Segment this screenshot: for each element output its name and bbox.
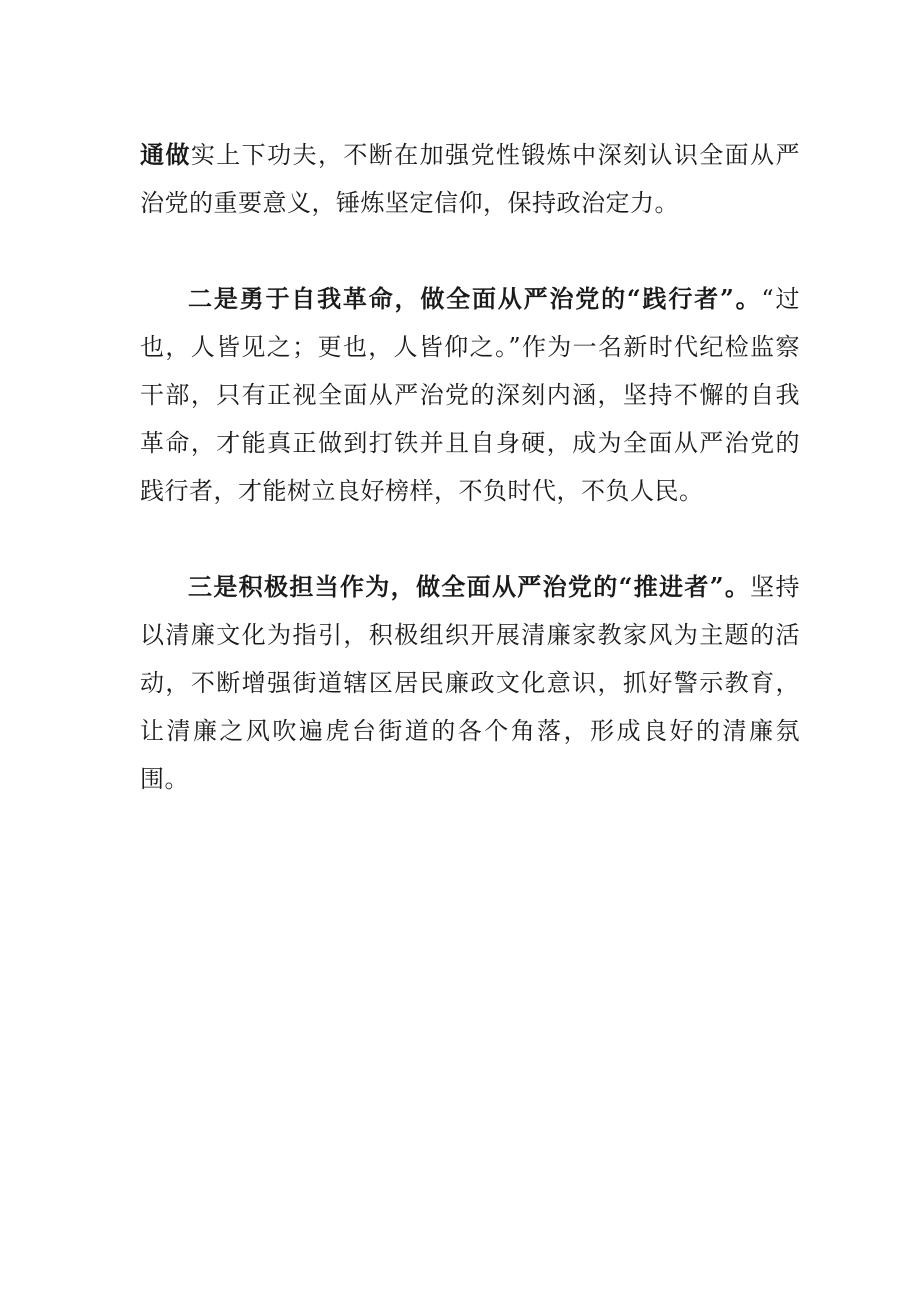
paragraph-point-three	[140, 563, 800, 803]
paragraph-heading-bold: 二是勇于自我革命，做全面从严治党的“践行者”。	[188, 284, 762, 313]
paragraph-heading-bold: 三是积极担当作为，做全面从严治党的“推进者”。	[188, 572, 751, 601]
paragraph-continuation	[140, 131, 800, 227]
paragraph-text: 实上下功夫，不断在加强党性锻炼中深刻认识全面从严治党的重要意义，锤炼坚定信仰，保持政治定力。	[140, 141, 801, 217]
paragraph-text: “过也，人皆见之；更也，人皆仰之。”作为一名新时代纪检监察干部，只有正视全面从严治党的深刻内涵，坚持不懈的自我革命，才能真正做到打铁并且自身硬，成为全面从严治党的践行者，才能树立良好榜样，不负时代，不负人民。	[140, 285, 800, 505]
paragraph-lead-bold: 通做	[140, 140, 191, 169]
document-body	[140, 131, 800, 851]
paragraph-point-two	[140, 275, 800, 515]
paragraph-text: 坚持以清廉文化为指引，积极组织开展清廉家教家风为主题的活动，不断增强街道辖区居民廉政文化意识，抓好警示教育，让清廉之风吹遍虎台街道的各个角落，形成良好的清廉氛围。	[140, 573, 801, 793]
